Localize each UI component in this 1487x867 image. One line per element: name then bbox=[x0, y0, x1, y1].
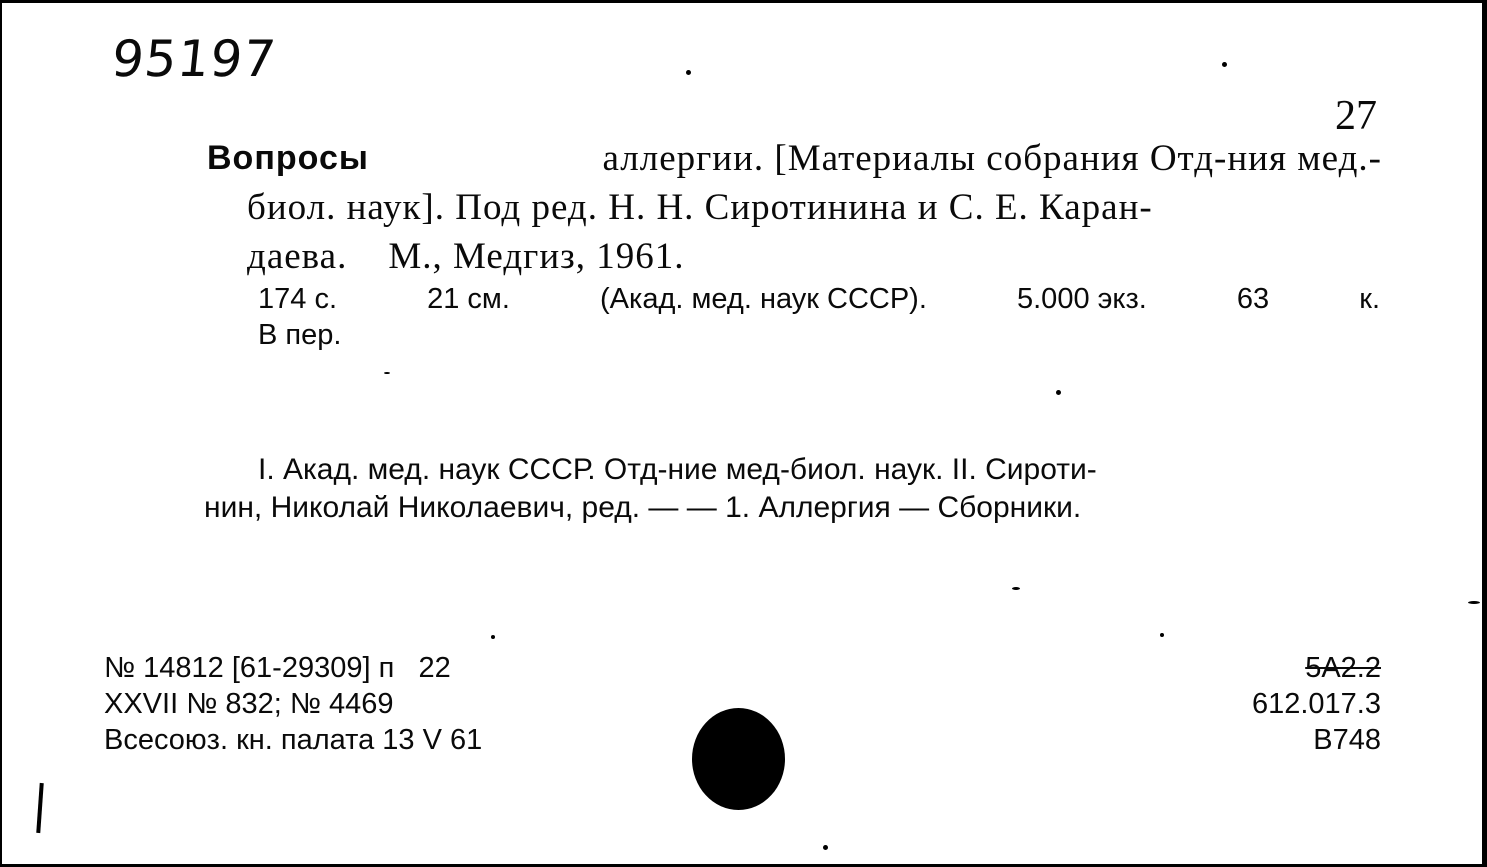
title-continuation: аллергии. [Материалы собрания Отд-ния мед.- bbox=[602, 138, 1382, 179]
speck bbox=[686, 70, 691, 75]
title-bold-word: Вопросы bbox=[207, 139, 369, 177]
entry-line-1 bbox=[207, 134, 1382, 183]
binding-row bbox=[258, 317, 1380, 353]
speck bbox=[1012, 587, 1020, 590]
tracings-line-1 bbox=[204, 451, 1382, 489]
collation-row bbox=[258, 281, 1380, 317]
classification bbox=[1252, 650, 1381, 758]
registry-imprint bbox=[104, 650, 482, 758]
card-edge-right bbox=[1482, 0, 1487, 867]
pages: 174 с. bbox=[258, 283, 337, 315]
card-edge-left bbox=[0, 0, 2, 867]
speck bbox=[491, 635, 495, 639]
speck bbox=[1160, 633, 1164, 637]
entry-line-2 bbox=[207, 183, 1382, 232]
punch-hole bbox=[692, 708, 785, 810]
copies: 5.000 экз. bbox=[1017, 283, 1147, 315]
entry-line-3 bbox=[207, 232, 1382, 281]
speck bbox=[823, 845, 828, 850]
tracings-line-2 bbox=[204, 489, 1382, 527]
author-mark: В748 bbox=[1313, 724, 1381, 756]
imprint-line: даева. М., Медгиз, 1961. bbox=[247, 236, 685, 277]
tracings bbox=[204, 451, 1382, 527]
tracings-text-1: I. Акад. мед. наук СССР. Отд-ние мед-биол. наук. II. Сироти- bbox=[258, 453, 1097, 486]
bibliographic-entry bbox=[207, 134, 1382, 281]
card-number: 27 bbox=[1335, 93, 1377, 139]
card-edge-top bbox=[0, 0, 1487, 3]
collation bbox=[258, 281, 1380, 353]
binding: В пер. bbox=[258, 319, 342, 351]
speck bbox=[1056, 390, 1061, 395]
registry-line-1: № 14812 [61-29309] п 22 bbox=[104, 652, 451, 684]
handwritten-accession-number: 95197 bbox=[108, 30, 280, 88]
editors-line: биол. наук]. Под ред. Н. Н. Сиротинина и С. Е. Каран- bbox=[247, 187, 1153, 228]
old-classification-code: 5А2.2 bbox=[1305, 652, 1381, 684]
price-unit: к. bbox=[1359, 283, 1380, 315]
series: (Акад. мед. наук СССР). bbox=[600, 283, 927, 315]
speck bbox=[1222, 62, 1227, 67]
speck bbox=[1468, 601, 1480, 604]
udc-code: 612.017.3 bbox=[1251, 688, 1381, 720]
edge-mark bbox=[36, 783, 43, 833]
tracings-text-2: нин, Николай Николаевич, ред. — — 1. Аллергия — Сборники. bbox=[204, 491, 1082, 524]
registry-line-3: Всесоюз. кн. палата 13 V 61 bbox=[104, 724, 483, 756]
registry-line-2: XXVII № 832; № 4469 bbox=[104, 688, 394, 720]
price-value: 63 bbox=[1236, 283, 1270, 315]
size: 21 см. bbox=[427, 283, 510, 315]
speck bbox=[384, 372, 390, 374]
